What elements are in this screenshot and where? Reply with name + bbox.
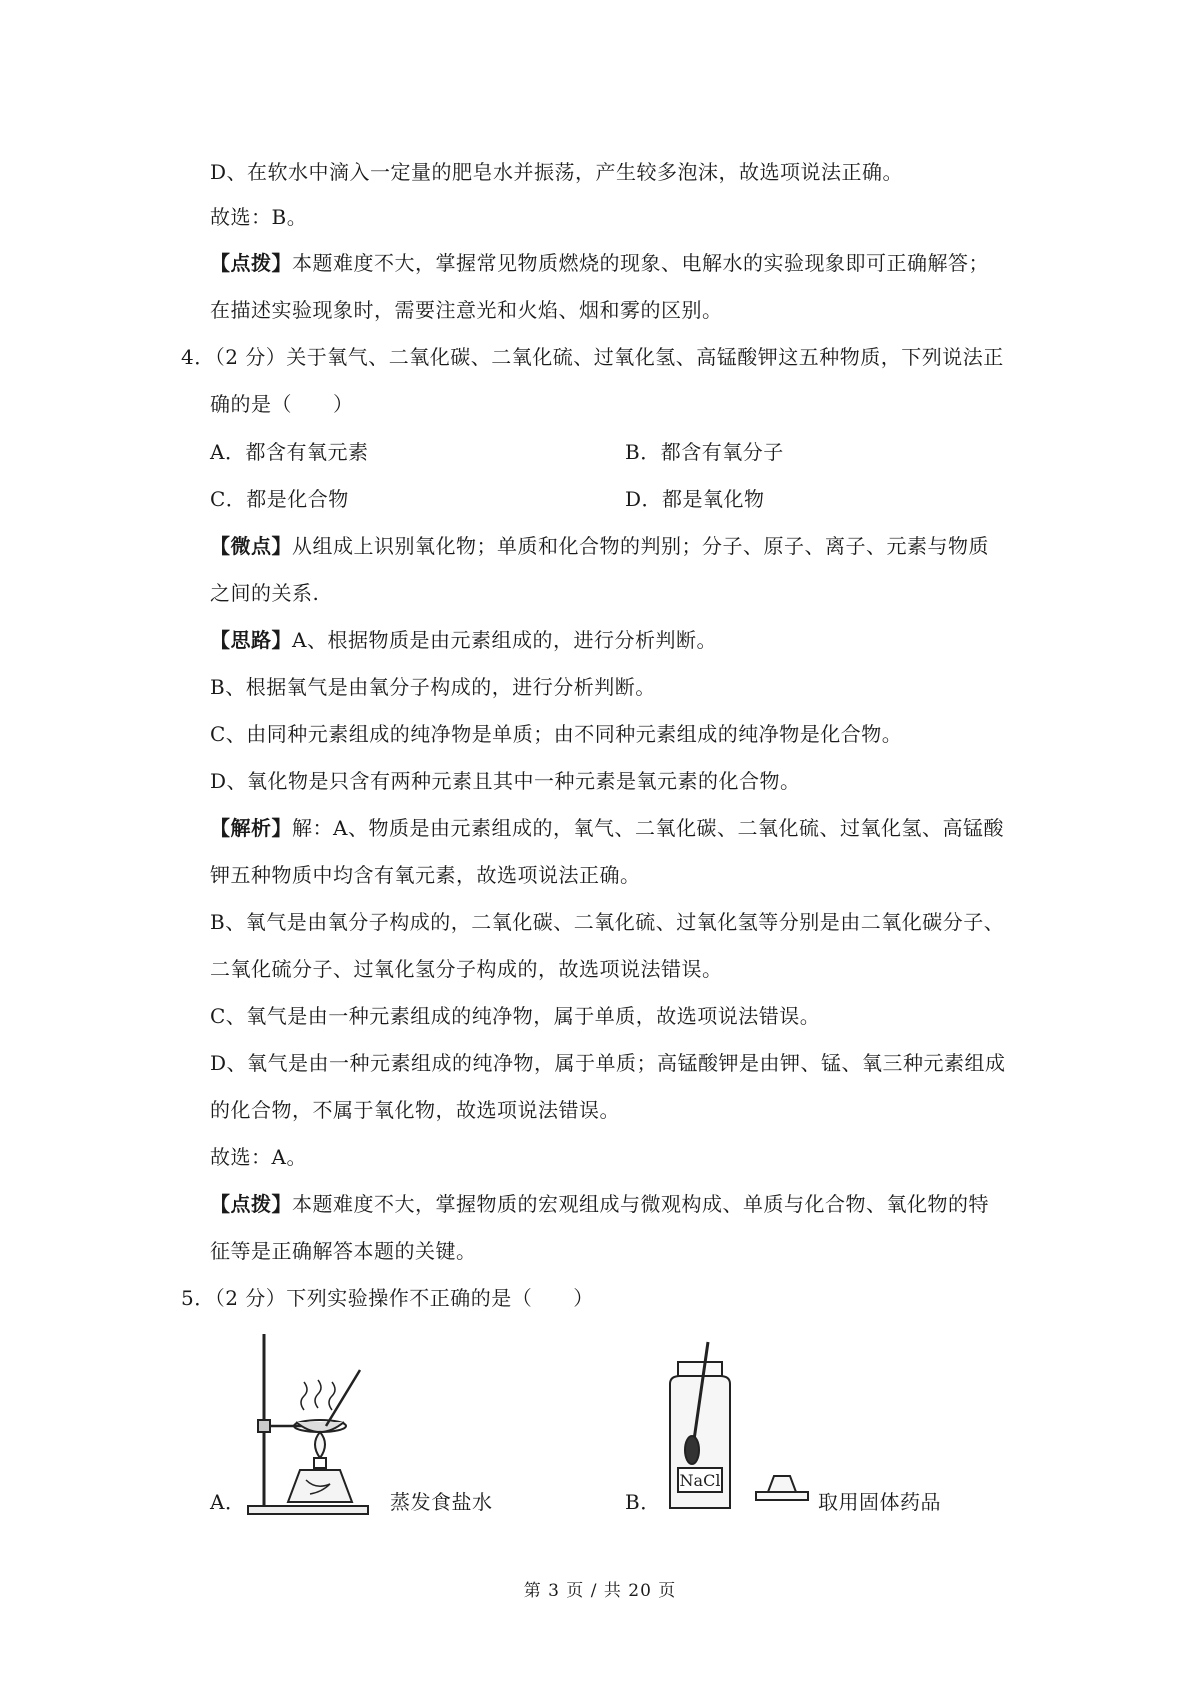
q5-option-a-letter: A．: [210, 1490, 246, 1514]
point-tag: 【微点】: [210, 534, 292, 558]
stand-base: [248, 1506, 368, 1514]
jar-neck: [678, 1362, 722, 1376]
q5-option-b-letter: B．: [625, 1490, 661, 1514]
q4-option-c: C．都是化合物: [210, 487, 349, 511]
q4-analysis-line-a2: 钾五种物质中均含有氧元素，故选项说法正确。: [210, 863, 641, 887]
q4-idea-line-d: D、氧化物是只含有两种元素且其中一种元素是氧元素的化合物。: [210, 769, 801, 793]
tip-tag: 【点拨】: [210, 1192, 292, 1216]
q5-option-a-caption: 蒸发食盐水: [390, 1490, 493, 1514]
steam-3: [329, 1382, 335, 1410]
tip-text: 本题难度不大，掌握物质的宏观组成与微观构成、单质与化合物、氧化物的特: [292, 1192, 989, 1216]
evaporation-apparatus-figure: [240, 1330, 380, 1520]
q4-stem-line-1: 4．（2 分）关于氧气、二氧化碳、二氧化硫、过氧化氢、高锰酸钾这五种物质，下列说法正: [181, 345, 1004, 369]
q4-option-a: A．都含有氧元素: [210, 440, 369, 464]
q4-tip-line-2: 征等是正确解答本题的关键。: [210, 1239, 477, 1263]
q4-option-b: B．都含有氧分子: [625, 440, 784, 464]
q4-stem-line-2: 确的是（ ）: [210, 392, 354, 416]
q4-point-line-1: [210, 534, 989, 558]
point-text: 从组成上识别氧化物；单质和化合物的判别；分子、原子、离子、元素与物质: [292, 534, 989, 558]
analysis-text: 解：A、物质是由元素组成的，氧气、二氧化碳、二氧化硫、过氧化氢、高锰酸: [292, 816, 1004, 840]
reagent-jar-figure: [660, 1340, 740, 1515]
steam-2: [315, 1380, 321, 1408]
q3-tip-line-1: [210, 251, 989, 275]
q4-idea-line-c: C、由同种元素组成的纯净物是单质；由不同种元素组成的纯净物是化合物。: [210, 722, 903, 746]
q3-tip-line-2: 在描述实验现象时，需要注意光和火焰、烟和雾的区别。: [210, 298, 723, 322]
jar-label: NaCl: [679, 1471, 721, 1490]
clamp-knob: [258, 1420, 270, 1432]
q4-option-d: D．都是氧化物: [625, 487, 765, 511]
spoon-bowl: [685, 1436, 699, 1464]
analysis-tag: 【解析】: [210, 816, 292, 840]
tray: [756, 1492, 808, 1500]
q4-analysis-line-c: C、氧气是由一种元素组成的纯净物，属于单质，故选项说法错误。: [210, 1004, 821, 1028]
test-tube-stopper-figure: [752, 1468, 812, 1504]
q5-option-b-caption: 取用固体药品: [818, 1490, 941, 1514]
q4-analysis-line-b2: 二氧化硫分子、过氧化氢分子构成的，故选项说法错误。: [210, 957, 723, 981]
idea-text: A、根据物质是由元素组成的，进行分析判断。: [292, 628, 717, 652]
flame: [315, 1432, 325, 1458]
stopper: [768, 1476, 796, 1492]
tip-text: 本题难度不大，掌握常见物质燃烧的现象、电解水的实验现象即可正确解答；: [292, 251, 989, 275]
q4-analysis-line-a1: [210, 816, 1004, 840]
q5-stem: 5．（2 分）下列实验操作不正确的是（ ）: [181, 1286, 594, 1310]
q4-idea-line-a: [210, 628, 717, 652]
q3-answer: 故选：B。: [210, 205, 308, 229]
page-footer: 第 3 页 / 共 20 页: [523, 1581, 677, 1601]
q4-tip-line-1: [210, 1192, 989, 1216]
q4-analysis-line-b1: B、氧气是由氧分子构成的，二氧化碳、二氧化硫、过氧化氢等分别是由二氧化碳分子、: [210, 910, 1005, 934]
lamp-wick-holder: [314, 1458, 326, 1468]
steam-1: [301, 1382, 307, 1410]
q4-analysis-line-d1: D、氧气是由一种元素组成的纯净物，属于单质；高锰酸钾是由钾、锰、氧三种元素组成: [210, 1051, 1006, 1075]
idea-tag: 【思路】: [210, 628, 292, 652]
q4-analysis-line-d2: 的化合物，不属于氧化物，故选项说法错误。: [210, 1098, 620, 1122]
q3-option-d-analysis: D、在软水中滴入一定量的肥皂水并振荡，产生较多泡沫，故选项说法正确。: [210, 160, 904, 184]
q4-idea-line-b: B、根据氧气是由氧分子构成的，进行分析判断。: [210, 675, 656, 699]
tip-tag: 【点拨】: [210, 251, 292, 275]
q4-point-line-2: 之间的关系.: [210, 581, 320, 605]
q4-answer: 故选：A。: [210, 1145, 307, 1169]
